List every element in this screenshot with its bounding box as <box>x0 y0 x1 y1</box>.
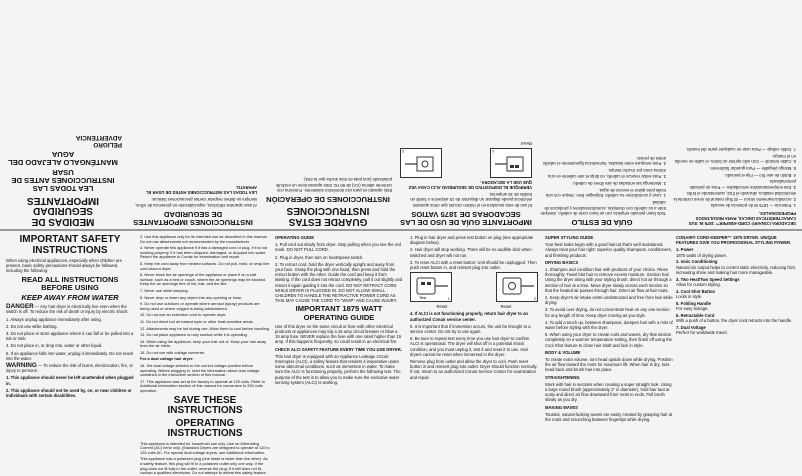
sp-operating-text: Este aparato es para uso doméstico solamente. Funciona con corriente alterna (CA) de 60 Hz. Este aparato tiene un enchufe polarizado (una pata es más ancha que la otra). <box>275 177 392 193</box>
sp-alci-text: El uso de esta secadora en el mismo circuito que otros aparatos eléctricos puede disparar un disyuntor de 15 amperios o fundir un fusible de 15 amperios. <box>410 192 532 208</box>
sp-styling-text: Todo buen peinado empieza con un buen corte de cabello. Siempre trate a su cabello con champús, acondicionadores y productos de calidad. <box>540 200 666 216</box>
feature-name: 7. Dual Voltage <box>676 324 706 330</box>
dual-voltage-title: For a dual voltage hair dryer: <box>140 356 194 362</box>
sp-styling-column <box>538 2 666 226</box>
drying-basics-item: 5. When using your dryer to create curls and waves, dry that section completely on a warmer temperature setting, then finish off using the Cool Shot feature to close hair shaft and lock in style. <box>545 332 673 348</box>
safety-intro: When using electrical appliances, especially when children are present, basic safety precautions should always be followed, including the following: <box>6 258 122 274</box>
sp-features-list <box>673 147 796 209</box>
sp-feature-item: 2. Acondicionamiento iónico — El flujo natural de iones controla la electricidad estática, aliviando el frizz, aumentando el brillo. <box>673 191 796 202</box>
alci-check-title: CHECK ALCI SAFETY FEATURE EVERY TIME YOU USE DRYER. <box>275 346 402 352</box>
safety-item: 7. Never use while sleeping. <box>140 287 189 293</box>
feature-desc: With a push of a button, the dryer cord retracts into the handle. <box>676 317 793 323</box>
body-volume-text: To create extra volume, turn head upside down while drying. Position the air flow toward the roots for maximum lift. When hair is dry, toss head back and brush hair into place. <box>545 357 673 373</box>
sp-features-heading: SECADORA CONAIR® CORD-KEEPER™ 1875 W. SUS CARACTERÍSTICAS ÚNICAS, PARA RESULTADOS PROFESIONALES. <box>688 210 796 226</box>
feature-desc: Perfect for worldwide travel. <box>676 329 728 335</box>
safety-item: 8. Never drop or insert any object into any opening or hose. <box>140 294 243 300</box>
sp-styling-list <box>538 156 666 198</box>
feature-name: 4. Cool Shot Button <box>676 288 716 294</box>
feature-desc: Allow for custom styling. <box>676 281 721 287</box>
sp-safety-item-1: Al usar aparatos eléctricos, especialmente en presencia de niños, siempre se deben respetar ciertas precauciones básicas. <box>135 197 257 208</box>
sp-operating-title: INSTRUCCIONES DE OPERACIÓN <box>266 195 390 204</box>
svg-text:Test: Test <box>419 295 427 301</box>
feature-desc: Natural ion output helps to control static electricity, reducing frizz, increasing shine and making hair more manageable. <box>676 264 797 275</box>
safety-item: 6. Never block the air openings of the appliance or place it on a soft surface, such as a bed or couch, where the air openings may be blocked. Keep the air openings free of lint, hair, and the like. <box>140 272 267 287</box>
alci-test-item: 1. Plug in hair dryer and press test button on plug (see appropriate diagram below). <box>410 235 534 246</box>
guide-item: 3. To retract cord, hold the dryer vertically upright and away from your face. Grasp the plug with one hand, then press and hold the retract button with the other. Guide the cord and keep it from twisting. If the cord does not retract completely, pull it out slightly and retract it again guiding it into the cord. DO NOT RETRACT CORD WHILE DRYER IS PLUGGED IN. DO NOT ALLOW SMALL CHILDREN TO HANDLE THE RETRACTIVE POWER CORD AS THIS MAY CAUSE THE CORD TO "WHIP" AND CAUSE INJURY. <box>275 261 403 304</box>
guide-item: 1. Pull cord out slowly from dryer. Stop pulling when you see the red mark. DO NOT PULL CORD. <box>275 242 401 253</box>
sp-feature-item: 4. Botón de aire frío — Fija el peinado. <box>724 172 796 178</box>
safety-item: 4. Never operate this appliance if it has a damaged cord or plug, if it is not working properly, if it has been dropped, damaged, or dropped into water. Return the appliance to Conair for examination and repair. <box>140 245 267 260</box>
safety-item: 9. Do not use outdoors or operate where aerosol (spray) products are being used or where oxygen is being administered. <box>140 301 260 311</box>
sp-feature-item: 5. Mango plegable — Para guardar fácilmente. <box>709 165 796 171</box>
styling-guide-column <box>545 235 673 459</box>
sp-styling-item: 2. Mantenga las entradas de aire libres de cabello. <box>572 180 666 186</box>
sp-safety-title: INSTRUCCIONES IMPORTANTES DE SEGURIDAD <box>133 209 253 227</box>
making-waves-text: Tousled, natural-looking waves are easily created by grasping hair at the roots and scrunching between fingertips while drying. <box>545 411 673 423</box>
safety-item: 3. Use this appliance only for its intended use as described in this manual. Do not use attachments not recommended by the manufacturer. <box>140 234 268 244</box>
sp-alci-figure-1 <box>490 148 532 178</box>
danger-item: 4. Do not place in, or drop into, water or other liquid. <box>6 343 103 349</box>
sp-main-title: MEDIDAS DE SEGURIDAD IMPORTANTES <box>26 195 100 227</box>
spanish-section-upside-down <box>0 0 802 228</box>
styling-text: Your best looks begin with a good haircut that's well maintained. Always treat your hair right: superior quality shampoos, conditioners, and finishing products. <box>545 242 672 258</box>
warning-label: WARNING <box>6 362 37 370</box>
sp-operating-column <box>264 2 392 226</box>
polarized-plug-text: This appliance has a polarized plug (one blade is wider than the other). As a safety feature, this plug will fit in a polarized outlet only one way. If the plug does not fit fully in the outlet, reverse the plug. If it still does not fit, contact a qualified electrician. Do not attempt to defeat this safety feature. <box>140 456 268 476</box>
sp-keep-away: MANTÉNGALO ALEJADO DEL AGUA <box>8 149 118 167</box>
fig-2-label: 2 <box>533 296 536 302</box>
sp-fig-2-label: 2 <box>402 148 405 154</box>
safety-item: 12. Attachments may be hot during use. Allow them to cool before handling. <box>140 325 270 331</box>
safety-item: 10. Do not use an extension cord to operate dryer. <box>140 312 227 318</box>
important-1875-text: Use of this dryer on the same circuit or fuse with other electrical products or appliances may trip a 15 amp circuit breaker or blow a 15 amp fuse. NEVER replace the fuse with one rated higher than 15 amp. If this happens frequently, so could result in an electrical fire. <box>275 323 402 345</box>
straightening-text: Work with hair in sections when creating a super straight look. Using a large round brush (approximately 2" in diameter), hold hair taut at scalp and direct air flow downward from roots to ends. Pull brush slowly as you dry. <box>545 381 672 403</box>
fig-1-label: 1 <box>447 296 450 302</box>
sp-feature-item: 6. Cable retráctil — Con sólo oprimir un botón, el cable se enrolla en el mango. <box>674 153 796 164</box>
danger-label: DANGER <box>6 303 34 311</box>
body-volume-title: BODY & VOLUME <box>545 349 581 355</box>
important-1875-title: IMPORTANT 1875 WATT OPERATING GUIDE <box>295 304 383 322</box>
safety-item: 15. Do not use with voltage converter. <box>140 349 206 355</box>
drying-basics-item: 4. To add a touch up, between shampoos, dampen hair with a mist of water before styling with the dryer. <box>545 319 673 331</box>
save-instructions-title: SAVE THESE INSTRUCTIONS <box>167 394 243 417</box>
fig-2-caption: Reset <box>500 304 512 310</box>
operating-guide-title: OPERATING GUIDE <box>275 235 315 240</box>
safety-item: 5. Keep the cord away from heated surfaces. Do not pull, twist, or wrap line cord around dryer. <box>140 260 270 271</box>
sp-feature-item: 3. Dos temperaturas/dos velocidades — Para un peinado personalizado. <box>689 179 796 190</box>
alci-fail-text: 4. If ALCI is not functioning properly, return hair dryer to an authorized Conair service center. <box>410 311 528 322</box>
sp-read-all: LEA TODAS LAS INSTRUCCIONES ANTES DE USAR <box>11 168 115 194</box>
sp-safety-column <box>129 2 257 226</box>
drying-basics-item: 1. Shampoo and condition hair with products of your choice. Rinse thoroughly. Towel blot hair to remove excess moisture. Section hair. Using the dryer along with your styling brush, direct hot air through a section of hair at a time. Move dryer slowly across each section so that the heated air passes through hair. Direct air flow at hair roots. <box>545 267 672 293</box>
plug-diagram-icon <box>401 149 441 177</box>
keep-away-heading: KEEP AWAY FROM WATER <box>21 293 119 303</box>
fold-line <box>0 229 802 231</box>
dual-voltage-item: 17. This appliance was set at the factory to operate at 125 volts. Refer to Additional Information section of this manual for conversion to 250 volts operation. <box>140 378 265 394</box>
read-all-heading: READ ALL INSTRUCTIONS BEFORE USING <box>21 274 119 292</box>
sp-features-column <box>673 2 796 226</box>
feature-name: 2. Ionic Conditioning <box>676 259 718 265</box>
sp-alci-title: IMPORTANTE GUÍA DE USO DE LAS SECADORAS DE 1875 VATIOS <box>400 209 532 227</box>
styling-title: SUPER STYLING GUIDE <box>545 235 594 240</box>
sp-feature-item: 1. Potencia — 1875 W de potencia de secado. <box>709 203 796 209</box>
drying-basics-title: DRYING BASICS <box>545 259 579 265</box>
sp-intro-column <box>4 2 122 226</box>
feature-desc: Locks in style. <box>676 293 703 299</box>
sp-feature-item: 7. Doble voltaje — Para usar en cualquier parte del mundo. <box>685 147 796 152</box>
sp-fig-caption: Reset <box>521 140 532 146</box>
feature-desc: 1875 watts of drying power. <box>676 252 727 258</box>
feature-name: 6. Retractable Cord <box>676 312 715 318</box>
features-heading: CONAIR® CORD-KEEPER™ 1875 DRYER. UNIQUE FEATURES GIVE YOU PROFESSIONAL STYLING POWER. <box>676 235 792 246</box>
plug-diagram-icon <box>491 149 531 177</box>
warning-item: 1. This appliance should never be left unattended when plugged in. <box>6 375 134 386</box>
feature-name: 5. Folding Handle <box>676 300 711 306</box>
drying-basics-item: 3. To avoid over drying, do not concentrate heat on any one section for any length of time. Keep dryer moving as you style. <box>545 307 670 318</box>
feature-name: 3. Two Heat/Two Speed Settings <box>676 276 740 282</box>
drying-basics-item: 2. Keep dryer's air intake vents unobstructed and free from hair while drying. <box>545 295 673 306</box>
making-waves-title: MAKING WAVES <box>545 404 578 410</box>
sp-alci-figure-2 <box>400 148 442 178</box>
sp-warning-label: ADVERTENCIA <box>75 134 122 142</box>
sp-alci-column <box>400 2 532 226</box>
operating-text: This appliance is intended for household use only. Use on Alternating Current (AC) hertz only. (Standard Dryers are designed to operate at 110 to 125 volts AC. For special dual voltage dryers, see Additional Information. <box>140 440 270 455</box>
sp-styling-item: 3. Para evitar resecar el cabello, no dirija el aire caliente en una misma zona por mucho tiempo. <box>547 168 666 179</box>
feature-desc: For easy storage. <box>676 305 709 311</box>
alci-text: This hair dryer is equipped with an Appliance Leakage Circuit Interrupter (ALCI), a safety feature that renders it inoperative under some abnormal conditions, such as immersion in water. To make sure the ALCI is functioning properly, perform the following test. The purpose of the test is to allow you to make sure the exclusive water sensing system (ALCI) is working. <box>275 353 401 385</box>
fig-1-caption: Reset <box>436 304 448 310</box>
sp-alci-check: VERIFIQUE EL DISPOSITIVO DE SEGURIDAD ALCI CADA VEZ QUE USE LA SECADORA. <box>408 179 532 190</box>
alci-test-item: 3. To reset ALCI with a reset button: Unit should be unplugged. Then push reset button in, and reinsert plug into outlet. <box>410 259 537 271</box>
alci-more-item: 6. Be sure to repeat test every time you use hair dryer to confirm ALCI is operational. The dryer will shut off in a potential shock condition, and you must unplug it, test it and reset it to use. Hair dryers cannot be reset when immersed in the dryer. <box>410 336 530 357</box>
sp-styling-item: 4. Para retoques entre lavados, humedezca ligeramente el cabello antes de peinar. <box>542 155 666 167</box>
feature-name: 1. Power <box>676 247 694 253</box>
alci-test-item: 2. Hair dryer will stop working. There will be no audible click when switched and dryer will not run. <box>410 247 532 258</box>
safety-title: IMPORTANT SAFETY INSTRUCTIONS <box>19 234 121 256</box>
remove-plug-text: Remove plug from outlet and allow the dryer to cool. Push reset button in and reinsert plug into outlet. Dryer should function normally. If not, return to an authorized Conair Service Center for examination and repair. <box>410 359 538 380</box>
straightening-title: STRAIGHTENING <box>545 374 580 380</box>
operating-instructions-title: OPERATING INSTRUCTIONS <box>167 417 243 440</box>
sp-save-title: GUARDE ESTAS INSTRUCCIONES <box>286 205 370 227</box>
danger-item: 5. If an appliance falls into water, unplug it immediately. Do not reach into the water. <box>6 350 134 361</box>
styling-guide-section <box>0 233 802 461</box>
sp-styling-title: GUÍA DE ESTILO <box>571 218 633 227</box>
warning-text: — To reduce the risk of burns, electrocution, fire, or injury to persons: <box>6 363 133 374</box>
danger-text: — Any hair dryer is electrically live even when the switch is off. To reduce the risk of death or injury by electric shock: <box>6 304 129 315</box>
safety-item: 13. Do not place appliance on any surface while it is operating. <box>140 332 248 338</box>
guide-item: 2. Plug in dryer, then turn on heat/speed switch. <box>275 254 364 260</box>
warning-item: 2. This appliance should not be used by, on, or near children or individuals with certain disabilities. <box>6 387 132 399</box>
sp-safety-item-2: LEA TODAS LAS INSTRUCCIONES ANTES DE USAR EL APARATO. <box>146 184 257 196</box>
dual-voltage-item: 16. Set dual voltage selector to the correct voltage position before operating. Before plugging in, read the information about dual voltage contained in the instruction section of this manual. <box>140 363 260 378</box>
sp-fig-1-label: 1 <box>492 148 495 154</box>
safety-item: 11. Do not direct hot air toward eyes or other heat-sensitive areas. <box>140 318 254 324</box>
sp-styling-item: 1. Lave y acondicione su cabello. Enjuague bien. Seque con una toalla para quitar el exceso de agua. <box>545 187 666 199</box>
danger-item: 3. Do not place or store appliance where it can fall or be pulled into a tub or sink. <box>6 331 134 342</box>
safety-item: 14. While using the appliance, keep your hair out of. Keep your hair away from the air inlets. <box>140 338 267 349</box>
danger-item: 2. Do not use while bathing. <box>6 323 58 329</box>
alci-more-item: 5. It is important that if immersion occurs, the unit be brought to a service center. Do not try to use again. <box>410 323 531 335</box>
sp-alci-figures <box>400 148 532 178</box>
danger-item: 1. Always unplug appliance immediately after using. <box>6 316 102 322</box>
sp-danger-label: PELIGRO <box>93 141 122 149</box>
